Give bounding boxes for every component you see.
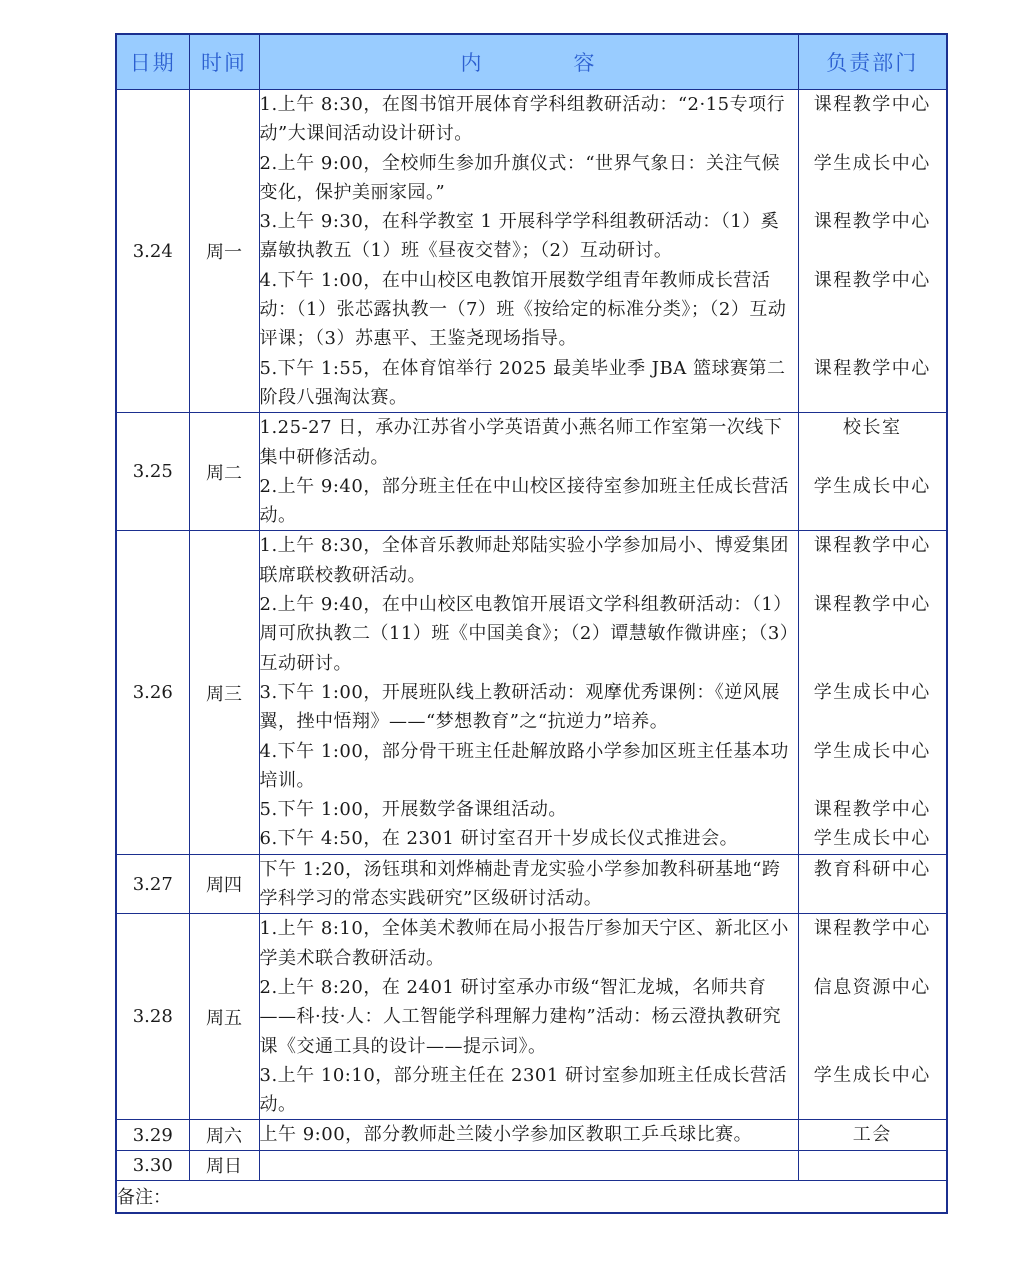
row-date: 3.25 xyxy=(116,413,189,531)
activity-item: 2.上午 9:40，部分班主任在中山校区接待室参加班主任成长营活动。 xyxy=(259,475,789,527)
row-day: 周三 xyxy=(189,531,259,854)
activity-item: 1.上午 8:10，全体美术教师在局小报告厅参加天宁区、新北区小学美术联合教研活动。 xyxy=(259,918,789,969)
row-day: 周日 xyxy=(189,1150,259,1180)
note-label: 备注： xyxy=(116,1180,947,1213)
dept-label: 工会 xyxy=(852,1124,892,1146)
row-dept xyxy=(798,1120,947,1150)
row-date: 3.26 xyxy=(116,531,189,854)
dept-label: 学生成长中心 xyxy=(813,740,931,762)
dept-label: 学生成长中心 xyxy=(813,1064,931,1086)
row-content xyxy=(259,854,798,914)
activity-item: 2.上午 9:40，在中山校区电教馆开展语文学科组教研活动：（1）周可欣执教二（11）班《中国美食》；（2）谭慧敏作微讲座；（3）互动研讨。 xyxy=(259,594,792,674)
table-row xyxy=(116,413,947,531)
activity-item: 4.下午 1:00，部分骨干班主任赴解放路小学参加区班主任基本功培训。 xyxy=(259,740,789,791)
row-date: 3.30 xyxy=(116,1150,189,1180)
dept-label: 课程教学中心 xyxy=(813,94,931,115)
dept-label: 课程教学中心 xyxy=(813,357,931,379)
row-day: 周四 xyxy=(189,854,259,914)
dept-label: 学生成长中心 xyxy=(813,828,931,850)
row-day: 周一 xyxy=(189,90,259,413)
row-content xyxy=(259,1150,798,1180)
table-row xyxy=(116,914,947,1120)
row-dept xyxy=(798,531,947,854)
header-dept: 负责部门 xyxy=(798,34,947,90)
row-content xyxy=(259,413,798,531)
dept-label: 学生成长中心 xyxy=(813,681,931,703)
header-time: 时间 xyxy=(189,34,259,90)
row-date: 3.29 xyxy=(116,1120,189,1150)
activity-item: 4.下午 1:00，在中山校区电教馆开展数学组青年教师成长营活动：（1）张芯露执教一（7）班《按给定的标准分类》；（2）互动评课；（3）苏惠平、王鉴尧现场指导。 xyxy=(259,269,787,350)
activity-item: 上午 9:00，部分教师赴兰陵小学参加区教职工乒乓球比赛。 xyxy=(259,1124,753,1146)
note-row xyxy=(116,1180,947,1213)
activity-item: 3.上午 9:30，在科学教室 1 开展科学学科组教研活动：（1）奚嘉敏执教五（1）班《昼夜交替》；（2）互动研讨。 xyxy=(259,211,780,262)
header-content-a: 内 xyxy=(460,51,484,75)
dept-label: 课程教学中心 xyxy=(813,799,931,821)
row-content xyxy=(259,90,798,413)
dept-label: 校长室 xyxy=(843,417,902,439)
row-content xyxy=(259,531,798,854)
table-row xyxy=(116,531,947,854)
header-content-b: 容 xyxy=(573,51,597,75)
activity-item: 2.上午 8:20，在 2401 研讨室承办市级“智汇龙城，名师共育——科·技·人：人工智能学科理解力建构”活动：杨云澄执教研究课《交通工具的设计——提示词》。 xyxy=(259,976,782,1057)
row-dept xyxy=(798,90,947,413)
dept-label: 课程教学中心 xyxy=(813,918,931,940)
dept-label: 课程教学中心 xyxy=(813,269,931,291)
dept-label: 课程教学中心 xyxy=(813,594,931,616)
row-dept xyxy=(798,854,947,914)
dept-label: 信息资源中心 xyxy=(813,976,931,998)
activity-item: 5.下午 1:00，开展数学备课组活动。 xyxy=(259,799,567,821)
activity-item: 6.下午 4:50，在 2301 研讨室召开十岁成长仪式推进会。 xyxy=(259,828,739,850)
row-date: 3.27 xyxy=(116,854,189,914)
row-day: 周六 xyxy=(189,1120,259,1150)
activity-item: 3.下午 1:00，开展班队线上教研活动：观摩优秀课例：《逆风展翼，挫中悟翔》——“梦想教育”之“抗逆力”培养。 xyxy=(259,681,780,733)
header-row xyxy=(116,34,947,90)
row-day: 周五 xyxy=(189,914,259,1120)
row-date: 3.24 xyxy=(116,90,189,413)
row-dept xyxy=(798,413,947,531)
activity-item: 2.上午 9:00，全校师生参加升旗仪式：“世界气象日：关注气候变化，保护美丽家园。” xyxy=(259,152,781,203)
row-content xyxy=(259,914,798,1120)
activity-item: 1.上午 8:30，全体音乐教师赴郑陆实验小学参加局小、博爱集团联席联校教研活动。 xyxy=(259,535,789,586)
table-row xyxy=(116,854,947,914)
row-date: 3.28 xyxy=(116,914,189,1120)
activity-item: 下午 1:20，汤钰琪和刘烨楠赴青龙实验小学参加教科研基地“跨学科学习的常态实践研究”区级研讨活动。 xyxy=(259,858,781,910)
activity-item: 1.上午 8:30，在图书馆开展体育学科组教研活动：“2·15专项行动”大课间活动设计研讨。 xyxy=(259,94,786,145)
dept-label: 教育科研中心 xyxy=(813,858,931,880)
activity-item: 3.上午 10:10，部分班主任在 2301 研讨室参加班主任成长营活动。 xyxy=(259,1064,788,1116)
row-dept xyxy=(798,1150,947,1180)
row-content xyxy=(259,1120,798,1150)
activity-item: 5.下午 1:55，在体育馆举行 2025 最美毕业季 JBA 篮球赛第二阶段八强淘汰赛。 xyxy=(259,357,786,408)
activity-item: 1.25-27 日，承办江苏省小学英语黄小燕名师工作室第一次线下集中研修活动。 xyxy=(259,417,783,468)
dept-label: 课程教学中心 xyxy=(813,211,931,233)
schedule-table xyxy=(115,33,948,1214)
header-content xyxy=(259,34,798,90)
header-date: 日期 xyxy=(116,34,189,90)
table-row xyxy=(116,1150,947,1180)
table-row xyxy=(116,90,947,413)
dept-label: 学生成长中心 xyxy=(813,475,931,497)
row-day: 周二 xyxy=(189,413,259,531)
dept-label: 课程教学中心 xyxy=(813,535,931,557)
table-row xyxy=(116,1120,947,1150)
dept-label: 学生成长中心 xyxy=(813,152,931,174)
row-dept xyxy=(798,914,947,1120)
